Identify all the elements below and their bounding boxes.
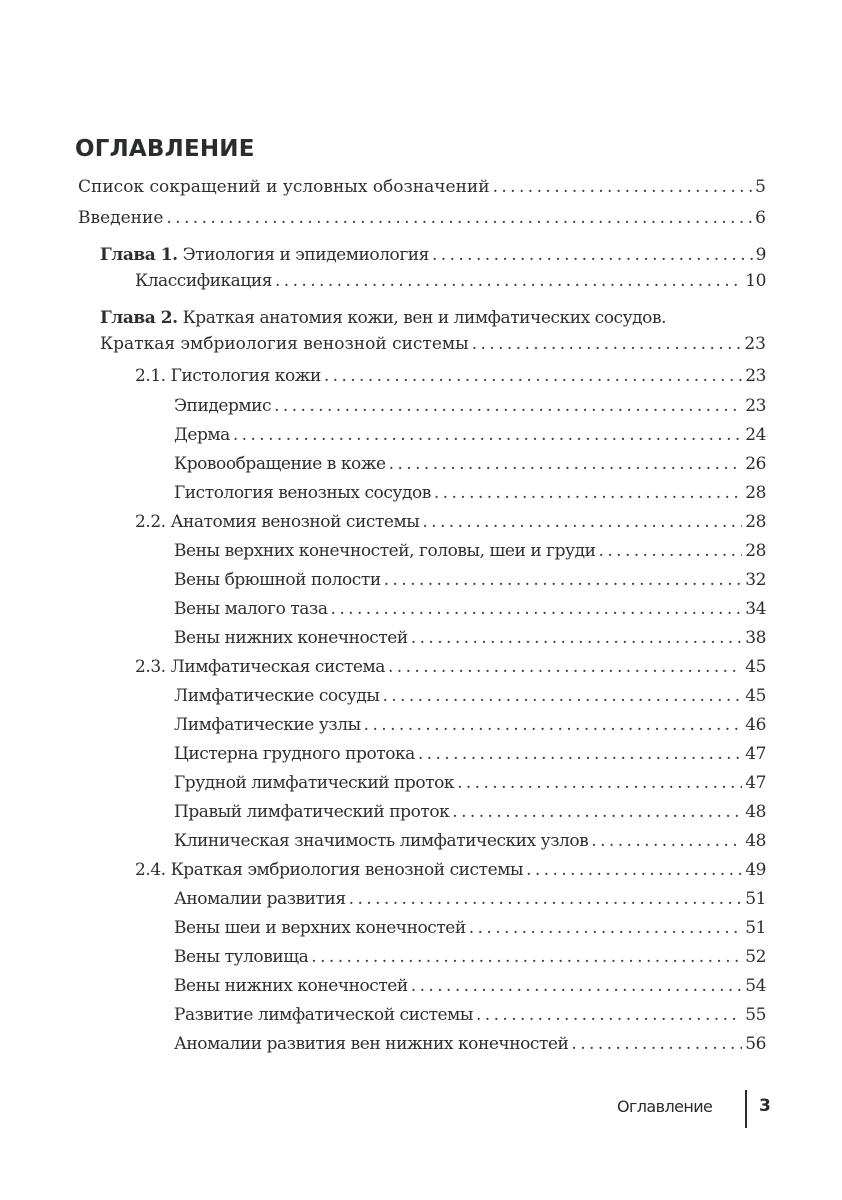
dot-leader [472,330,742,358]
toc-entry-title [100,304,666,332]
toc-entry-text: Аномалии развития [174,889,346,909]
running-footer-section: Оглавление [617,1097,713,1116]
toc-entry-title [78,173,490,201]
toc-entry[interactable] [174,566,766,594]
page-number: 3 [759,1096,771,1116]
dot-leader [457,769,742,797]
toc-page-number: 38 [745,628,766,648]
toc-entry-text: Список сокращений и условных обозначений [78,177,490,197]
toc-page-number: 10 [745,271,766,291]
toc-entry-title [174,769,454,797]
dot-leader [364,711,743,739]
toc-entry-text: Аномалии развития вен нижних конечностей [174,1034,569,1054]
toc-entry-title [174,479,431,507]
dot-leader [311,943,742,971]
toc-page-number: 28 [745,512,766,532]
toc-entry-title [174,450,386,478]
footer-divider [745,1090,747,1128]
toc-entry-text: Вены нижних конечностей [174,628,408,648]
toc-entry-text: Правый лимфатический проток [174,802,450,822]
toc-entry-text: 2.4. Краткая эмбриология венозной системы [135,860,524,880]
toc-entry-text: Клиническая значимость лимфатических узлов [174,831,589,851]
toc-entry[interactable] [174,1001,766,1029]
toc-page-number: 48 [745,831,766,851]
toc-page-number: 5 [755,177,766,197]
toc-entry-text: Кровообращение в коже [174,454,386,474]
dot-leader [349,885,743,913]
toc-entry-text: Классификация [135,271,272,291]
toc-entry[interactable] [174,624,766,652]
dot-leader [411,624,742,652]
toc-entry-title [174,740,415,768]
toc-entry-title [174,885,346,913]
toc-entry[interactable] [135,653,766,681]
toc-entry-title [100,330,469,358]
toc-page-number: 47 [745,773,766,793]
dot-leader [493,173,753,201]
toc-page-number: 28 [745,483,766,503]
toc-entry-text: 2.1. Гистология кожи [135,366,321,386]
toc-entry-title [174,595,328,623]
toc-entry[interactable] [100,330,766,358]
dot-leader [233,421,742,449]
toc-entry[interactable] [174,682,766,710]
toc-entry-title [135,267,272,295]
toc-page-number: 23 [744,334,766,354]
toc-entry-text: 2.2. Анатомия венозной системы [135,512,420,532]
dot-leader [591,827,742,855]
toc-entry-title [174,392,271,420]
dot-leader [388,653,742,681]
toc-entry-text: Гистология венозных сосудов [174,483,431,503]
dot-leader [571,1030,742,1058]
toc-entry-text: Грудной лимфатический проток [174,773,455,793]
toc-entry-text: 2.3. Лимфатическая система [135,657,385,677]
toc-page-number: 23 [745,396,766,416]
dot-leader [382,682,742,710]
toc-page-number: 23 [745,366,766,386]
toc-entry-title [174,537,596,565]
toc-entry-text: Эпидермис [174,396,272,416]
toc-entry[interactable] [174,740,766,768]
toc-entry-title [174,972,408,1000]
toc-entry-text: Вены верхних конечностей, головы, шеи и груди [174,541,596,561]
toc-entry[interactable] [135,267,766,295]
dot-leader [432,241,753,269]
toc-entry[interactable] [100,241,766,269]
toc-entry[interactable] [135,508,766,536]
toc-entry[interactable] [174,943,766,971]
toc-entry-title [174,943,308,971]
toc-entry[interactable] [174,885,766,913]
toc-page-number: 24 [745,425,766,445]
toc-entry[interactable] [78,173,766,201]
toc-entry-title [78,204,163,232]
toc-entry[interactable] [174,392,766,420]
toc-entry-text: Вены туловища [174,947,309,967]
toc-page-number: 56 [745,1034,766,1054]
toc-page-number: 45 [745,657,766,677]
toc-entry-title [100,241,429,269]
toc-entry-text: Цистерна грудного протока [174,744,415,764]
toc-page-number: 54 [745,976,766,996]
chapter-label: Глава 1. [100,245,178,265]
toc-entry[interactable] [174,479,766,507]
toc-entry[interactable] [174,1030,766,1058]
toc-entry-text: Развитие лимфатической системы [174,1005,473,1025]
toc-entry[interactable] [174,595,766,623]
toc-entry-text: Краткая анатомия кожи, вен и лимфатических сосудов. [177,308,667,328]
page-title: ОГЛАВЛЕНИЕ [75,136,255,162]
dot-leader [275,267,742,295]
toc-entry[interactable] [174,827,766,855]
toc-entry-title [174,798,449,826]
toc-entry-text: Вены малого таза [174,599,328,619]
toc-entry[interactable] [135,856,766,884]
toc-page-number: 55 [745,1005,766,1025]
toc-entry-text: Вены нижних конечностей [174,976,408,996]
toc-entry[interactable] [174,421,766,449]
toc-entry[interactable] [78,204,766,232]
toc-entry-text: Вены шеи и верхних конечностей [174,918,466,938]
toc-entry[interactable] [135,362,766,390]
toc-entry-title [135,856,523,884]
toc-page-number: 45 [745,686,766,706]
toc-entry[interactable] [174,450,766,478]
toc-entry-title [174,711,361,739]
toc-entry-title [135,362,321,390]
dot-leader [389,450,743,478]
toc-page-number: 9 [755,245,766,265]
toc-page-number: 6 [755,208,766,228]
toc-entry[interactable] [174,711,766,739]
toc-page-number: 51 [745,918,766,938]
toc-page-number: 26 [745,454,766,474]
toc-entry[interactable] [174,769,766,797]
toc-entry[interactable] [174,972,766,1000]
dot-leader [469,914,742,942]
toc-entry-title [174,682,379,710]
toc-entry-text: Лимфатические сосуды [174,686,380,706]
dot-leader [384,566,743,594]
dot-leader [599,537,743,565]
dot-leader [452,798,742,826]
toc-page-number: 48 [745,802,766,822]
toc-page-number: 47 [745,744,766,764]
toc-entry-text: Этиология и эпидемиология [177,245,429,265]
toc-page-number: 49 [745,860,766,880]
dot-leader [476,1001,742,1029]
dot-leader [418,740,742,768]
toc-entry-title [174,624,408,652]
dot-leader [331,595,743,623]
toc-entry-title [174,566,381,594]
toc-page-number: 34 [745,599,766,619]
toc-entry-title [174,914,466,942]
dot-leader [411,972,742,1000]
chapter-label: Глава 2. [100,308,178,328]
toc-entry[interactable] [174,914,766,942]
toc-entry-title [174,421,230,449]
toc-entry-title [174,827,588,855]
toc-page-number: 51 [745,889,766,909]
toc-entry-text: Введение [78,208,164,228]
dot-leader [324,362,742,390]
dot-leader [434,479,742,507]
toc-entry-text: Дерма [174,425,230,445]
toc-entry[interactable] [174,798,766,826]
toc-entry-text: Лимфатические узлы [174,715,361,735]
toc-entry[interactable] [100,304,766,332]
toc-entry-title [174,1001,473,1029]
toc-entry-title [135,508,419,536]
dot-leader [166,204,752,232]
dot-leader [274,392,742,420]
toc-entry-text: Вены брюшной полости [174,570,381,590]
dot-leader [422,508,742,536]
toc-page-number: 46 [745,715,766,735]
toc-entry-text: Краткая эмбриология венозной системы [100,334,469,354]
toc-page-number: 52 [745,947,766,967]
dot-leader [526,856,742,884]
toc-entry-title [174,1030,568,1058]
toc-page-number: 32 [745,570,766,590]
toc-page-number: 28 [745,541,766,561]
toc-entry[interactable] [174,537,766,565]
toc-entry-title [135,653,385,681]
